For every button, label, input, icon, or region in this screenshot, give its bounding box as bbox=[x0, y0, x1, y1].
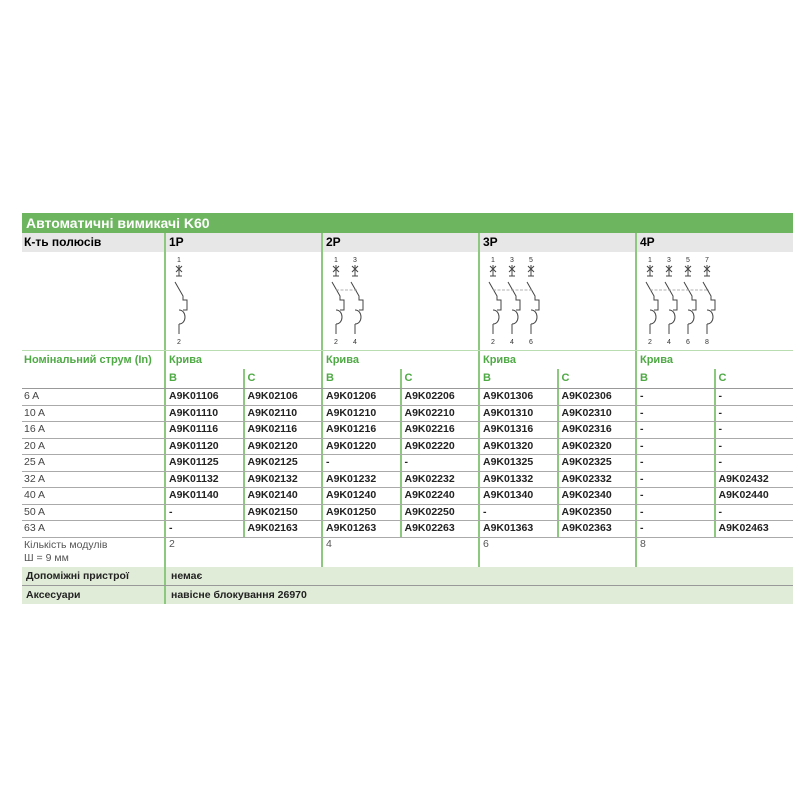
schematic-row bbox=[22, 252, 793, 351]
terminal-number: 3 bbox=[510, 257, 514, 264]
breaker-symbol-icon bbox=[640, 252, 790, 350]
reference-cell: A9K02320 bbox=[557, 439, 636, 455]
reference-cell: A9K01120 bbox=[164, 439, 243, 455]
reference-cell: - bbox=[635, 505, 714, 521]
reference-cell: A9K02340 bbox=[557, 488, 636, 504]
reference-cell: A9K02163 bbox=[243, 521, 322, 537]
reference-cell: A9K02132 bbox=[243, 472, 322, 488]
reference-cell: A9K01206 bbox=[321, 389, 400, 405]
table-row bbox=[22, 505, 793, 522]
reference-cell: - bbox=[635, 389, 714, 405]
reference-cell: - bbox=[714, 505, 793, 521]
reference-cell: A9K02310 bbox=[557, 406, 636, 422]
terminal-number: 1 bbox=[648, 257, 652, 264]
breaker-symbol-icon bbox=[326, 252, 476, 350]
wiring-diagram-1P bbox=[164, 252, 321, 350]
reference-cell: - bbox=[164, 505, 243, 521]
modules-2p: 4 bbox=[321, 538, 478, 567]
aux-row bbox=[22, 567, 793, 585]
current-cell: 32 A bbox=[24, 472, 46, 485]
current-cell: 63 A bbox=[24, 522, 46, 534]
reference-cell: A9K02240 bbox=[400, 488, 479, 504]
curve-c-header: C bbox=[557, 369, 636, 388]
reference-cell: - bbox=[400, 455, 479, 471]
current-cell: 25 A bbox=[24, 456, 46, 468]
reference-cell: A9K01220 bbox=[321, 439, 400, 455]
reference-cell: - bbox=[321, 455, 400, 471]
current-cell: 10 A bbox=[24, 406, 46, 419]
terminal-number: 4 bbox=[667, 339, 671, 346]
data-rows bbox=[22, 389, 793, 538]
rated-current-label: Номінальний струм (In) bbox=[24, 354, 152, 366]
pole-4p: 4P bbox=[635, 233, 792, 252]
reference-cell: - bbox=[635, 422, 714, 438]
wiring-diagram-3P bbox=[478, 252, 635, 350]
table-row bbox=[22, 455, 793, 472]
reference-cell: A9K02220 bbox=[400, 439, 479, 455]
reference-cell: A9K01325 bbox=[478, 455, 557, 471]
reference-cell: A9K02106 bbox=[243, 389, 322, 405]
reference-cell: A9K01110 bbox=[164, 406, 243, 422]
terminal-number: 6 bbox=[686, 339, 690, 346]
reference-cell: A9K01332 bbox=[478, 472, 557, 488]
breaker-symbol-icon bbox=[169, 252, 319, 350]
terminal-number: 2 bbox=[648, 339, 652, 346]
pole-3p: 3P bbox=[478, 233, 635, 252]
k60-breaker-table bbox=[22, 213, 793, 604]
reference-cell: A9K01125 bbox=[164, 455, 243, 471]
modules-3p: 6 bbox=[478, 538, 635, 567]
reference-cell: A9K01106 bbox=[164, 389, 243, 405]
current-cell: 16 A bbox=[24, 423, 46, 435]
table-row bbox=[22, 521, 793, 538]
curve-label: Крива bbox=[321, 351, 478, 369]
reference-cell: - bbox=[635, 472, 714, 488]
modules-1p: 2 bbox=[164, 538, 321, 567]
reference-cell: A9K01210 bbox=[321, 406, 400, 422]
terminal-number: 3 bbox=[353, 257, 357, 264]
curve-b-header: B bbox=[635, 369, 714, 388]
terminal-number: 2 bbox=[334, 339, 338, 346]
curve-label: Крива bbox=[478, 351, 635, 369]
reference-cell: A9K01132 bbox=[164, 472, 243, 488]
reference-cell: A9K01140 bbox=[164, 488, 243, 504]
current-cell: 6 A bbox=[24, 390, 40, 402]
wiring-diagram-4P bbox=[635, 252, 792, 350]
reference-cell: A9K02316 bbox=[557, 422, 636, 438]
reference-cell: A9K02110 bbox=[243, 406, 322, 422]
curve-b-header: B bbox=[478, 369, 557, 388]
aux-value: немає bbox=[164, 567, 202, 585]
table-row bbox=[22, 406, 793, 423]
terminal-number: 3 bbox=[667, 257, 671, 264]
aux-label: Допоміжні пристрої bbox=[26, 569, 129, 582]
table-row bbox=[22, 488, 793, 505]
terminal-number: 2 bbox=[177, 339, 181, 346]
reference-cell: - bbox=[714, 406, 793, 422]
curve-label: Крива bbox=[635, 351, 792, 369]
reference-cell: A9K02116 bbox=[243, 422, 322, 438]
reference-cell: A9K01340 bbox=[478, 488, 557, 504]
reference-cell: A9K02463 bbox=[714, 521, 793, 537]
current-cell: 40 A bbox=[24, 489, 46, 501]
table-row bbox=[22, 389, 793, 406]
terminal-number: 1 bbox=[177, 257, 181, 264]
modules-row bbox=[22, 538, 793, 567]
reference-cell: A9K01306 bbox=[478, 389, 557, 405]
reference-cell: A9K01116 bbox=[164, 422, 243, 438]
curve-type-row bbox=[22, 369, 793, 389]
reference-cell: A9K02150 bbox=[243, 505, 322, 521]
reference-cell: A9K02120 bbox=[243, 439, 322, 455]
reference-cell: - bbox=[714, 389, 793, 405]
reference-cell: - bbox=[714, 422, 793, 438]
pole-1p: 1P bbox=[164, 233, 321, 252]
terminal-number: 1 bbox=[491, 257, 495, 264]
reference-cell: - bbox=[635, 455, 714, 471]
reference-cell: A9K01363 bbox=[478, 521, 557, 537]
terminal-number: 4 bbox=[353, 339, 357, 346]
reference-cell: - bbox=[714, 439, 793, 455]
reference-cell: A9K02125 bbox=[243, 455, 322, 471]
table-title: Автоматичні вимикачі K60 bbox=[22, 213, 793, 233]
poles-row bbox=[22, 233, 793, 252]
reference-cell: A9K01240 bbox=[321, 488, 400, 504]
wiring-diagram-2P bbox=[321, 252, 478, 350]
modules-width-label: Ш = 9 мм bbox=[24, 551, 69, 564]
terminal-number: 8 bbox=[705, 339, 709, 346]
terminal-number: 7 bbox=[705, 257, 709, 264]
table-row bbox=[22, 422, 793, 439]
reference-cell: A9K02440 bbox=[714, 488, 793, 504]
reference-cell: - bbox=[635, 406, 714, 422]
reference-cell: A9K02332 bbox=[557, 472, 636, 488]
reference-cell: A9K02350 bbox=[557, 505, 636, 521]
reference-cell: - bbox=[164, 521, 243, 537]
table-row bbox=[22, 439, 793, 456]
terminal-number: 1 bbox=[334, 257, 338, 264]
reference-cell: - bbox=[478, 505, 557, 521]
curve-b-header: B bbox=[164, 369, 243, 388]
curve-b-header: B bbox=[321, 369, 400, 388]
curve-c-header: C bbox=[243, 369, 322, 388]
reference-cell: A9K01232 bbox=[321, 472, 400, 488]
accessories-row bbox=[22, 585, 793, 604]
reference-cell: - bbox=[635, 488, 714, 504]
breaker-symbol-icon bbox=[483, 252, 633, 350]
table-row bbox=[22, 472, 793, 489]
reference-cell: A9K02306 bbox=[557, 389, 636, 405]
pole-2p: 2P bbox=[321, 233, 478, 252]
reference-cell: A9K02216 bbox=[400, 422, 479, 438]
curve-c-header: C bbox=[714, 369, 793, 388]
modules-4p: 8 bbox=[635, 538, 792, 567]
terminal-number: 6 bbox=[529, 339, 533, 346]
current-cell: 20 A bbox=[24, 439, 46, 452]
reference-cell: - bbox=[635, 521, 714, 537]
terminal-number: 5 bbox=[686, 257, 690, 264]
reference-cell: A9K02232 bbox=[400, 472, 479, 488]
reference-cell: - bbox=[635, 439, 714, 455]
terminal-number: 2 bbox=[491, 339, 495, 346]
curve-label: Крива bbox=[164, 351, 321, 369]
reference-cell: A9K01310 bbox=[478, 406, 557, 422]
reference-cell: A9K02263 bbox=[400, 521, 479, 537]
curve-row bbox=[22, 351, 793, 369]
reference-cell: A9K02210 bbox=[400, 406, 479, 422]
curve-c-header: C bbox=[400, 369, 479, 388]
reference-cell: A9K01320 bbox=[478, 439, 557, 455]
accessories-label: Аксесуари bbox=[26, 588, 81, 601]
terminal-number: 5 bbox=[529, 257, 533, 264]
reference-cell: A9K02206 bbox=[400, 389, 479, 405]
reference-cell: - bbox=[714, 455, 793, 471]
reference-cell: A9K01316 bbox=[478, 422, 557, 438]
reference-cell: A9K02363 bbox=[557, 521, 636, 537]
current-cell: 50 A bbox=[24, 505, 46, 518]
accessories-value: навісне блокування 26970 bbox=[164, 586, 307, 604]
reference-cell: A9K01250 bbox=[321, 505, 400, 521]
reference-cell: A9K01216 bbox=[321, 422, 400, 438]
reference-cell: A9K02432 bbox=[714, 472, 793, 488]
terminal-number: 4 bbox=[510, 339, 514, 346]
reference-cell: A9K02250 bbox=[400, 505, 479, 521]
modules-label: Кількість модулів bbox=[24, 538, 108, 551]
reference-cell: A9K01263 bbox=[321, 521, 400, 537]
poles-label: К-ть полюсів bbox=[24, 235, 102, 249]
reference-cell: A9K02325 bbox=[557, 455, 636, 471]
reference-cell: A9K02140 bbox=[243, 488, 322, 504]
